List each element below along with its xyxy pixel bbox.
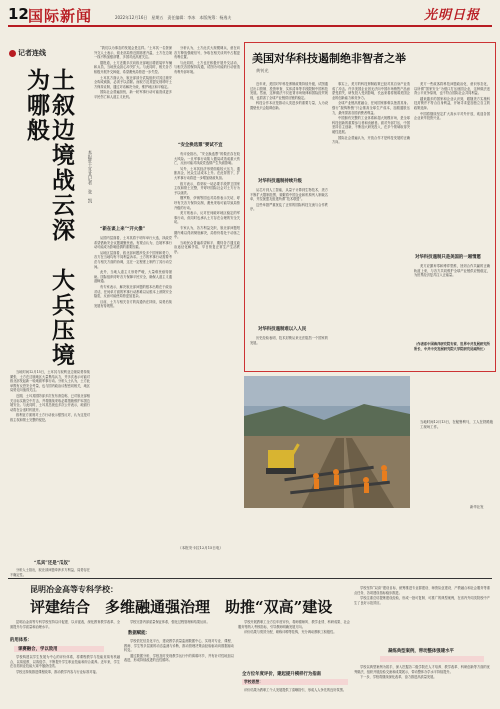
lead-body-col-2: “我们以为事态的发展会是这样。”土耳其一名资深外交人士表示，叙北部局势近期再度升温，土方在边境一线不断加强部署，多国对此高度关注。 据报道，土方近期多次向叙北部地区增派装甲车辆和兵员，当地民众担心冲突扩大。与此同时，相关各方积极开展外交斡旋，希望避免局势进一步失控。 土耳其方面认为，叙北部部分武装组织对其边境安全构成威胁，必须予以清除。而叙方及其盟友则呼吁土方保持克制，通过对话解决分歧，维护地区和平稳定。 国际社会普遍担忧，新一轮军事行动可能造成更多平民伤亡和人道主义危机。 xyxy=(94,46,172,99)
feature-title: 美国对华科技遏制绝非智者之举 xyxy=(252,52,406,65)
bottom-subhead-5: 学校思想： xyxy=(244,679,263,684)
photo-credit: 新华社发 xyxy=(470,505,484,509)
lead-body-col-3: 分析认为，土方此次大规模调兵，意在向各方释放强硬信号，争取在相关谈判中占据更有利位置。 与此同时，土方也在积极开展外交活动，与相关各国保持沟通，试图为可能的行动营造有利外部环境。 xyxy=(174,46,240,74)
masthead-logo: 光明日报 xyxy=(424,8,481,23)
bottom-body-col-2: 学校完善内部质量保证体系，强化过程管理和结果运用。 xyxy=(130,620,210,624)
bottom-body-col-4b: 学校以典型案例为抓手，深入挖掘各二级学院在人才培养、教学改革、科研创新等方面的优秀做法，组织开展经验交流和成果展示，带动整体办学水平持续提升。 下一步，学校将继续深化改革，奋力推进高质量发展。 xyxy=(354,665,490,680)
masthead-rule xyxy=(8,25,492,27)
bottom-subtitle: 评建结合 多维融通强治理 助推“双高”建设 xyxy=(30,598,333,616)
bottom-subhead-2: 课赛融合，学以致用 xyxy=(18,647,58,652)
lead-subhead-2: “安全换选票”要试不宜 xyxy=(178,143,223,148)
feature-body-col-2: 事实上，美方的科技遏制政策已经对其自身产业造成了冲击。许多美国企业因无法向中国市场销售产品而蒙受损失，研发投入受到影响，长远来看将削弱美国企业的创新能力和竞争力。 全球产业链高度融合，任何国家都难以独善其身。强行“脱钩断链”只会推高全球生产成本，加剧通胀压力，最终损害各国消费者利益。 中国拥有完整的工业体系和超大规模市场，是全球科技创新的重要参与者和贡献者。面对外部打压，中国坚持自主创新，不断加大研发投入，在多个领域取得突破性进展。 国际社会普遍认为，开放合作才是科技发展的正确方向。 xyxy=(332,82,410,145)
feature-body-col-1b: 从芯片到人工智能，从量子计算到生物技术，美方不断扩大限制范围，频繁将中国企业和机构列入制裁名单，并拉拢盟友组建所谓“技术联盟”。 这些举措严重扰乱了正常的国际科技交流与合作秩序。 xyxy=(250,188,328,212)
railway-scene-image xyxy=(244,376,410,508)
lead-byline: 本报驻土耳其记者 张 凯 xyxy=(87,150,92,203)
bottom-subhead-4: 全方位年度评价，建起提升模样行为指南 xyxy=(242,672,322,677)
page-number: 12 xyxy=(8,5,29,23)
photo-caption: 当地时间12月13日，在秘鲁利马，工人在铁路施工现场工作。 xyxy=(420,420,494,429)
lead-body-col-1: 当地时间12月15日，土耳其与叙利亚边境局势持续紧张，土方在边境地区大量集结兵力，并多次表示可能对叙北部发起新一轮地面军事行动。分析人士认为，土方此举既有反恐安全考量，也与国内政治议程密切相关，地区局势走向值得关注。 近期，土耳其国防部多次发布消息称，已对叙北部相关目标实施空中打击，并将继续采取必要措施维护本国边境安全。与此同时，土耳其总统也多次公开表示，地面行动将在合适时机展开。 叙利亚方面则对土方行动表示强烈反对，认为这是对叙主权和领土完整的侵犯。 xyxy=(10,370,90,422)
bottom-subhead-6: 凝练典型案例，带动整体强建水平 xyxy=(388,649,454,654)
bottom-divider xyxy=(8,578,492,579)
bottom-subhead-7-bar xyxy=(380,656,484,662)
feature-note: （作者系中国海洋研究院专家、世界中共发展研究所所长、中共中央发展研究院大学院研究员副所长） xyxy=(414,342,490,351)
feature-byline: 黄钊光 xyxy=(256,68,269,73)
lead-body-col-2b: 从国内层面看，土耳其将于明年举行大选，执政党希望借助安全议题凝聚民意。有观点认为，边境军事行动可能成为影响选情的重要因素。 从地区层面看，叙北部问题涉及多个国家和势力，各方在当地均有不同利益诉求。土方的军事行动需要考虑与相关方面的协调，这在一定程度上制约了其行动空间。 此外，当地人道主义形势严峻，大量难民亟待援助。国际组织呼吁各方保障平民安全，确保人道主义通道畅通。 有专家表示，解决叙北部问题的根本出路在于政治对话，任何单方面的军事行动都难以从根本上消除安全隐患，反而可能使局势更加复杂。 目前，土方与相关各方的沟通仍在持续，局势后续发展有待观察。 xyxy=(94,236,172,309)
bottom-body-col-1b: 学校构建以学生发展为中心的评价体系，将课程教学与技能竞赛有机融合，以赛促教、以赛促学，不断提升学生职业技能和综合素养。近年来，学生在各类职业技能大赛中屡获佳绩。 学校还持续推进课程改革，推动教学内容与行业标准对接。 xyxy=(10,655,120,674)
lead-body-col-3b: 有评论指出，“安全换选票”的做法存在较大风险。一旦军事行动陷入僵局或造成重大伤亡，反而可能对执政党选情产生负面影响。 另外，土耳其经济形势面临较大压力，通胀高企，民众生活成本上升。在此背景下，扩大军事行动将进一步增加财政负担。 叙方表示，将采取一切必要手段捍卫国家主权和领土完整，并呼吁国际社会对土方行为予以谴责。 俄罗斯、伊朗等国也对局势表示关切，呼吁有关各方保持克制，避免采取可能导致局势升级的行动。 美方则表示，反对任何破坏地区稳定的军事行动，但同时也承认土方存在合理的安全关切。 专家认为，各方利益交织，叙北部问题短期内难以得到彻底解决，局势仍将处于动荡之中。 当地民众普遍希望和平，期待各方通过政治途径化解矛盾，早日恢复正常生产生活秩序。 xyxy=(174,152,240,254)
feature-subhead-3: 对华科技遏制难以入人民 xyxy=(258,327,307,332)
lead-caption: （本报安卡拉12月15日电） xyxy=(178,546,224,550)
column-badge xyxy=(9,48,46,58)
feature-body-col-1: 近年来，美国对华科技遏制政策持续升级，试图通过出口管制、投资审查、实体清单等手段限制中国科技发展。然而，这种做法不仅违背市场规律和国际经贸规则，也损害了全球产业链供应链的稳定。 科技合作本应是推动人类进步的重要力量，人为设置壁垒只会阻碍创新。 xyxy=(250,82,328,110)
date-line: 2022年12月16日 星期五 责任编辑：李冰 本版统筹：杨逸夫 xyxy=(115,15,232,20)
masthead xyxy=(0,0,500,28)
feature-body-col-1c: 历史经验表明，技术封锁从来无法阻挡一个国家的发展。 xyxy=(250,336,328,345)
microphone-icon xyxy=(9,50,16,57)
section-title: 国际新闻 xyxy=(28,7,93,25)
column-badge-label: 记者连线 xyxy=(18,49,46,57)
bottom-body-col-4: 学校坚持“双高”建设目标，统筹推进专业群建设、师资队伍建设、产教融合和社会服务等重点任务，各项建设指标稳步推进。 学校注重总结提炼建设经验，形成一批可复制、可推广的典型案例，在省内外同类院校中产生了良好示范效应。 xyxy=(354,586,490,605)
lead-headline: 土叙边境战云深 大兵压境为哪般 xyxy=(23,68,75,368)
bottom-subhead-1: 的用体系： xyxy=(10,638,32,643)
bottom-body-col-2b: 学校依托信息化平台，建设教学质量监测数据中心，实现对专业、课程、教师、学生等多层面的动态监测与诊断，推动管理决策由经验驱动向数据驱动转变。 通过数据分析，学校及时发现教学运行中的薄弱环节，并有针对性地加以改进，形成持续改进的良性循环。 xyxy=(124,639,234,663)
feature-body-col-3b: 美方应摒弃零和博弈思维，回到合作共赢的正确轨道上来，与各方共同维护全球产业链供应链稳定，为世界经济复苏注入正能量。 xyxy=(414,264,490,278)
lead-subhead-1: “新在谈上来”“开火像” xyxy=(100,227,146,232)
railway-construction-photo xyxy=(244,376,410,508)
lead-body-col-1b: 分析人士指出，叙北部问题牵涉多方利益，局势存在不确定性。 xyxy=(10,568,90,577)
feature-subhead-2: 对华科技遏制只是美国的一厢情愿 xyxy=(415,255,481,260)
feature-body-col-3: 美方一些政客将科技问题政治化、意识形态化，以所谓“国家安全”为借口打压他国企业，这种做法违背公平竞争原则，也不符合国际社会共同利益。 越来越多的国家和企业认识到，跟随美方实施科技封锁并不符合自身利益，开始寻求更加独立自主的政策选择。 中国将继续坚定扩大高水平对外开放，欢迎各国企业来华投资兴业。 xyxy=(414,82,490,121)
bottom-headline: 昆明冶金高等专科学校： xyxy=(30,585,118,594)
bottom-subhead-3: 数据赋能： xyxy=(128,631,150,636)
bottom-body-col-1: 昆明冶金高等专科学校坚持以评促建、以评促改，深化教育教学改革，全面提升办学质量和治理水平。 xyxy=(10,620,120,629)
bottom-body-col-3b: 评价结果为教职工个人发展提供了清晰指引，形成人人争先的良好氛围。 xyxy=(244,688,346,692)
bottom-body-col-3: 学校开展教职工全方位年度评价，将师德师风、教学业绩、科研成果、社会服务等纳入考核指标，引导教师明确发展方向。 评价结果与绩效分配、职称评聘等挂钩，充分调动教职工积极性。 xyxy=(238,620,350,635)
lead-subhead-3: “瓜宾”还是“瓜奴” xyxy=(34,561,71,566)
feature-subhead-1: 对华科技遏制持续升级 xyxy=(258,179,302,184)
